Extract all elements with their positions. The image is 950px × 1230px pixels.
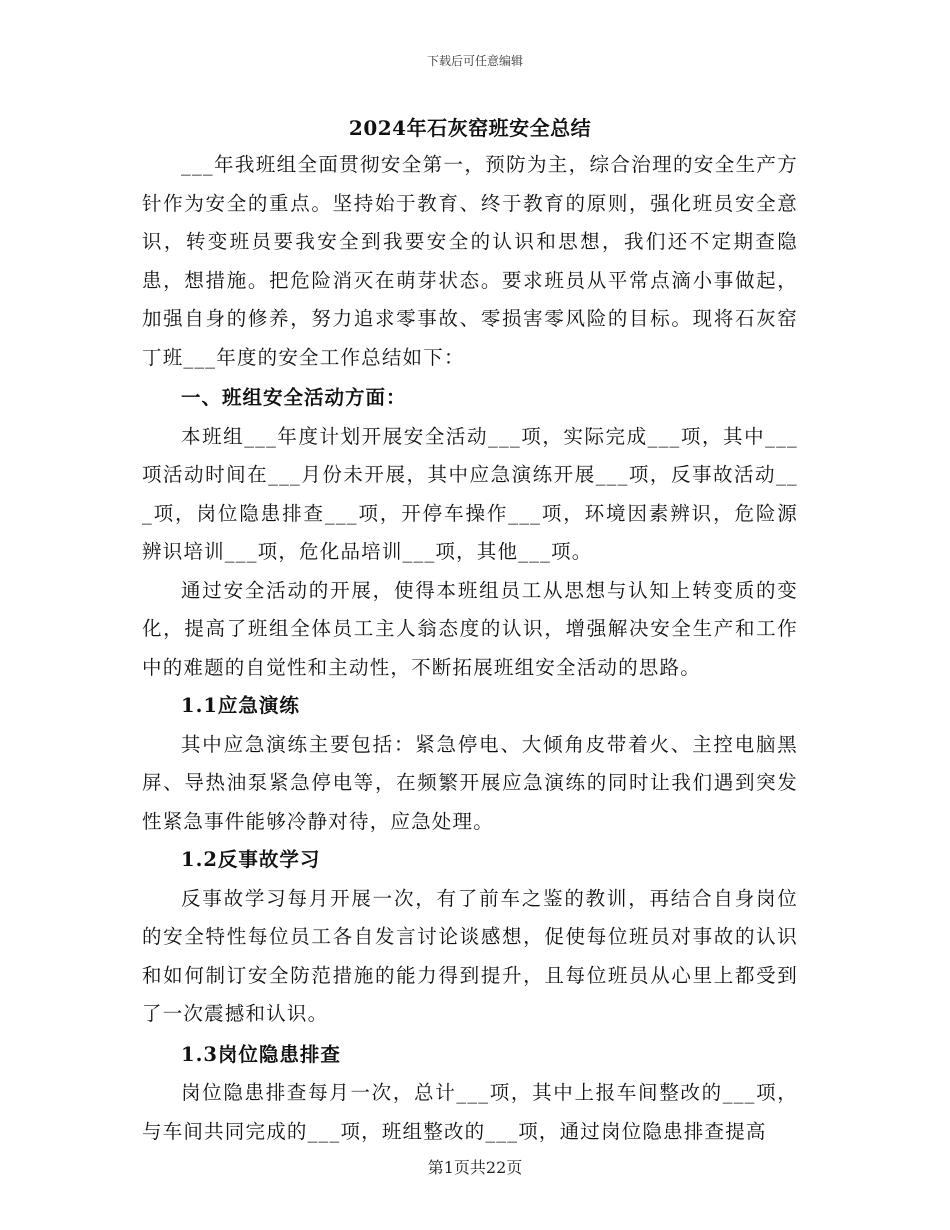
page-footer: 第1页共22页	[427, 1158, 523, 1177]
subsection-heading-emergency-drill: 1.1应急演练	[181, 694, 300, 717]
activities-paragraph: 本班组___年度计划开展安全活动___项，实际完成___项，其中___项活动时间在___月份未开展，其中应急演练开展___项，反事故活动___项，岗位隐患排查___项，开停车操作___项，环境因素辨识，危险源辨识培训___项，危化品培训___项，其他___项。	[142, 424, 798, 563]
document-title: 2024年石灰窑班安全总结	[348, 116, 592, 140]
subsection-heading-hazard-inspection: 1.3岗位隐患排查	[181, 1042, 341, 1066]
subsection-heading-anti-accident: 1.2反事故学习	[181, 848, 321, 871]
section-heading-team-activities: 一、班组安全活动方面：	[181, 386, 407, 409]
anti-accident-paragraph: 反事故学习每月开展一次，有了前车之鉴的教训，再结合自身岗位的安全特性每位员工各自发言讨论谈感想，促使每位班员对事故的认识和如何制订安全防范措施的能力得到提升，且每位班员从心里上都受到了一次震撼和认识。	[142, 886, 798, 1025]
page-header: 下载后可任意编辑	[426, 54, 523, 68]
activities-effect-paragraph: 通过安全活动的开展，使得本班组员工从思想与认知上转变质的变化，提高了班组全体员工主人翁态度的认识，增强解决安全生产和工作中的难题的自觉性和主动性，不断拓展班组安全活动的思路。	[142, 578, 798, 679]
document-body	[142, 110, 798, 1151]
hazard-inspection-paragraph: 岗位隐患排查每月一次，总计___项，其中上报车间整改的___项，与车间共同完成的___项，班组整改的___项，通过岗位隐患排查提高	[142, 1081, 798, 1143]
intro-paragraph: ___年我班组全面贯彻安全第一，预防为主，综合治理的安全生产方针作为安全的重点。坚持始于教育、终于教育的原则，强化班员安全意识，转变班员要我安全到我要安全的认识和思想，我们还不定期查隐患，想措施。把危险消灭在萌芽状态。要求班员从平常点滴小事做起，加强自身的修养，努力追求零事故、零损害零风险的目标。现将石灰窑丁班___年度的安全工作总结如下：	[142, 153, 798, 369]
emergency-drill-paragraph: 其中应急演练主要包括：紧急停电、大倾角皮带着火、主控电脑黑屏、导热油泵紧急停电等，在频繁开展应急演练的同时让我们遇到突发性紧急事件能够冷静对待，应急处理。	[142, 732, 798, 833]
